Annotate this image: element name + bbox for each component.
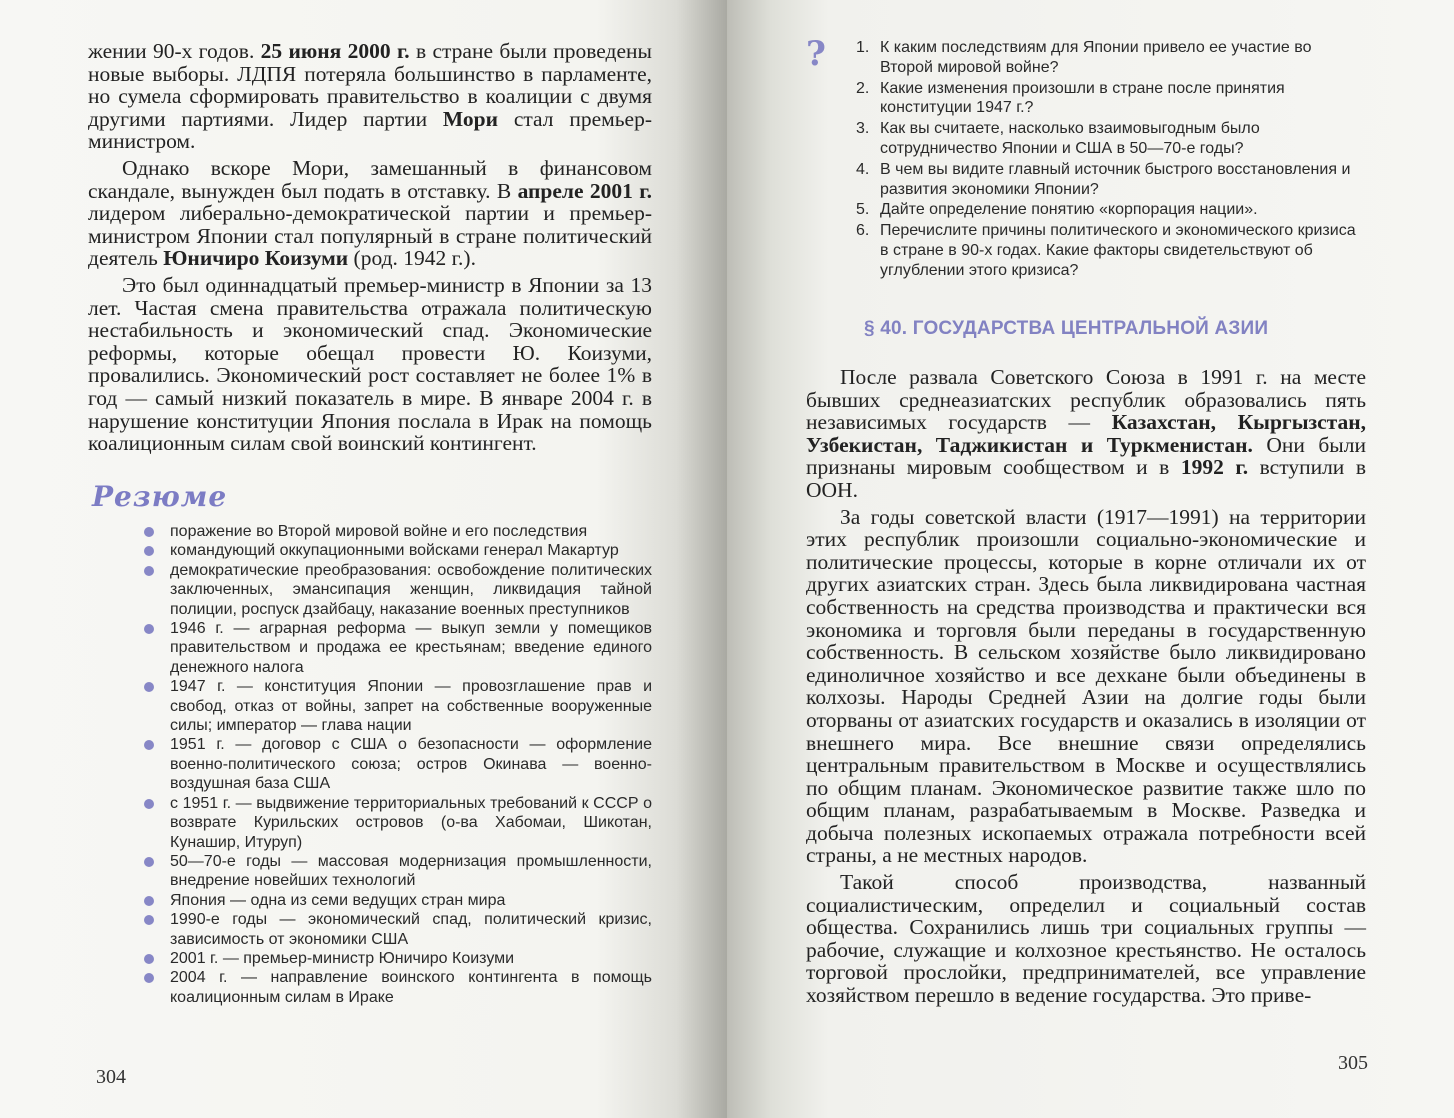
summary-item (144, 561, 652, 619)
bold-text: Казахстан, Кыргызстан, Узбекистан, Таджикистан и Туркменистан. (806, 410, 1366, 457)
question-item (856, 38, 1364, 78)
summary-item-text: 2001 г. — премьер-министр Юничиро Коизуми (170, 949, 515, 967)
bullet-icon (144, 973, 154, 983)
bullet-icon (144, 915, 154, 925)
question-text: Дайте определение понятию «корпорация нации». (880, 201, 1258, 219)
text-run: стал премьер-министром. (88, 106, 652, 154)
review-questions (856, 38, 1364, 282)
summary-list (144, 522, 652, 1007)
question-number: 5. (856, 201, 870, 219)
text-run: вступили в ООН. (806, 455, 1366, 502)
summary-item-text: демократические преобразования: освобождение политических заключенных, эмансипация женщин, ликвидация тайной полиции, роспуск дзайбацу, наказание военных преступников (170, 561, 652, 618)
summary-item-text: 1951 г. — договор с США о безопасности — оформление военно-политического союза; остров Окинава — военно-воздушная база США (170, 736, 652, 793)
question-item (856, 221, 1364, 280)
body-paragraph (806, 366, 1366, 502)
summary-item (144, 968, 652, 1007)
bold-text: апреле 2001 г. (517, 178, 652, 203)
summary-item (144, 541, 652, 560)
body-paragraph (806, 871, 1366, 1007)
text-run: в стране были проведены новые выборы. ЛДПЯ потеряла большинство в парламенте, но сумела сформировать правительство в коалиции с двумя другими партиями. Лидер партии (88, 39, 652, 131)
text-run: После развала Советского Союза в 1991 г. на месте бывших среднеазиатских республик образовались пять независимых государств — (806, 365, 1366, 435)
body-paragraph (806, 506, 1366, 868)
bullet-icon (144, 799, 154, 809)
summary-item-text: поражение во Второй мировой войне и его последствия (170, 523, 588, 540)
text-run: За годы советской власти (1917—1991) на территории этих республик произошли социально-экономические и политические процессы, которые в корне отличали их от других азиатских стран. Здесь была ликвидирована частная собственность на средства производства и практически вся экономика и торговля были переданы в государственную собственность. В сельском хозяйстве было ликвидировано единоличное хозяйство и все дехкане были объединены в колхозы. Народы Средней Азии на долгие годы были оторваны от азиатских государств и оказались в изоляции от внешнего мира. Все внешние связи определялись центральным правительством в Москве и осуществлялись по общим планам. Экономическое развитие также шло по общим планам, разрабатываемым в Москве. Разведка и добыча полезных ископаемых отражала потребности всей страны, а не местных народов. (806, 504, 1366, 868)
question-text: К каким последствиям для Японии привело ее участие во Второй мировой войне? (880, 39, 1312, 76)
right-page-body (806, 366, 1366, 1011)
body-paragraph (88, 157, 652, 270)
summary-item (144, 852, 652, 891)
summary-item-text: 1947 г. — конституция Японии — провозглашение прав и свобод, отказ от войны, запрет на собственные вооруженные силы; император — глава нации (170, 678, 652, 735)
text-run: Однако вскоре Мори, замешанный в финансовом скандале, вынужден был подать в отставку. В (88, 155, 652, 203)
summary-item-text: 1946 г. — аграрная реформа — выкуп земли у помещиков правительством и продажа ее крестьянам; введение единого денежного налога (170, 620, 652, 676)
summary-item-text: 1990-е годы — экономический спад, политический кризис, зависимость от экономики США (170, 911, 652, 948)
summary-item (144, 949, 652, 968)
bullet-icon (144, 740, 154, 750)
summary-item (144, 794, 652, 852)
summary-item (144, 735, 652, 793)
bullet-icon (144, 896, 154, 906)
page-number-right: 305 (1338, 1052, 1368, 1074)
question-item (856, 79, 1364, 119)
bold-text: Юничиро Коизуми (163, 246, 349, 271)
text-run: Они были признаны мировым сообществом и в (806, 432, 1366, 480)
bold-text: 1992 г. (1180, 455, 1249, 480)
bullet-icon (144, 546, 154, 556)
question-text: Перечислите причины политического и экономического кризиса в стране в 90-х годах. Какие факторы свидетельствуют об углублении этого кризиса? (880, 222, 1356, 279)
text-run: Такой способ производства, названный социалистическим, определил и социальный состав общества. Сохранились лишь три социальных группы — рабочие, служащие и колхозное крестьянство. Не осталось торговой прослойки, предпринимателей, все управление хозяйством перешло в ведение государства. Это приве- (806, 870, 1366, 1008)
left-page-body (88, 40, 652, 459)
summary-item (144, 891, 652, 910)
question-item (856, 119, 1364, 159)
question-item (856, 160, 1364, 200)
question-item (856, 200, 1364, 220)
summary-item (144, 522, 652, 541)
summary-item (144, 619, 652, 677)
body-paragraph (88, 40, 652, 153)
summary-item-text: Япония — одна из семи ведущих стран мира (170, 891, 506, 909)
bold-text: 25 июня 2000 г. (260, 39, 410, 63)
summary-item (144, 677, 652, 735)
bullet-icon (144, 527, 154, 537)
section-title: § 40. ГОСУДАРСТВА ЦЕНТРАЛЬНОЙ АЗИИ (864, 318, 1269, 339)
page-number-left: 304 (96, 1066, 126, 1088)
text-run: (род. 1942 г.). (348, 246, 476, 271)
bullet-icon (144, 566, 154, 576)
summary-item-text: 50—70-е годы — массовая модернизация промышленности, внедрение новейших технологий (170, 852, 652, 890)
summary-item-text: командующий оккупационными войсками генерал Макартур (170, 542, 619, 560)
resume-heading: Резюме (92, 480, 228, 513)
bullet-icon (144, 857, 154, 867)
body-paragraph (88, 274, 652, 455)
bullet-icon (144, 624, 154, 634)
text-run: Это был одиннадцатый премьер-министр в Японии за 13 лет. Частая смена правительства отражала политическую нестабильность и экономический спад. Экономические реформы, которые обещал провести Ю. Коизуми, провалились. Экономический рост составляет не более 1% в год — самый низкий показатель в мире. В январе 2004 г. в нарушение конституции Япония послала в Ирак на помощь коалиционным силам свой воинский контингент. (88, 272, 652, 456)
summary-item (144, 910, 652, 949)
question-text: Какие изменения произошли в стране после принятия конституции 1947 г.? (880, 79, 1285, 117)
bullet-icon (144, 954, 154, 964)
question-text: В чем вы видите главный источник быстрого восстановления и развития экономики Японии? (880, 160, 1351, 198)
question-number: 4. (856, 160, 870, 178)
bullet-icon (144, 682, 154, 692)
bold-text: Мори (442, 106, 499, 131)
question-number: 6. (856, 222, 870, 240)
question-number: 2. (856, 79, 870, 97)
question-number: 1. (856, 39, 870, 56)
question-text: Как вы считаете, насколько взаимовыгодным было сотрудничество Японии и США в 50—70-е годы? (880, 120, 1260, 157)
text-run: жении 90-х годов. (88, 39, 261, 63)
summary-item-text: с 1951 г. — выдвижение территориальных требований к СССР о возврате Курильских островов (о-ва Хабомаи, Шикотан, Кунашир, Итуруп) (170, 794, 652, 851)
question-number: 3. (856, 120, 870, 138)
summary-item-text: 2004 г. — направление воинского контингента в помощь коалиционным силам в Ираке (170, 969, 652, 1006)
text-run: лидером либерально-демократической партии и премьер-министром Японии стал популярный в стране политический деятель (88, 201, 652, 271)
question-mark-icon: ? (806, 34, 826, 74)
